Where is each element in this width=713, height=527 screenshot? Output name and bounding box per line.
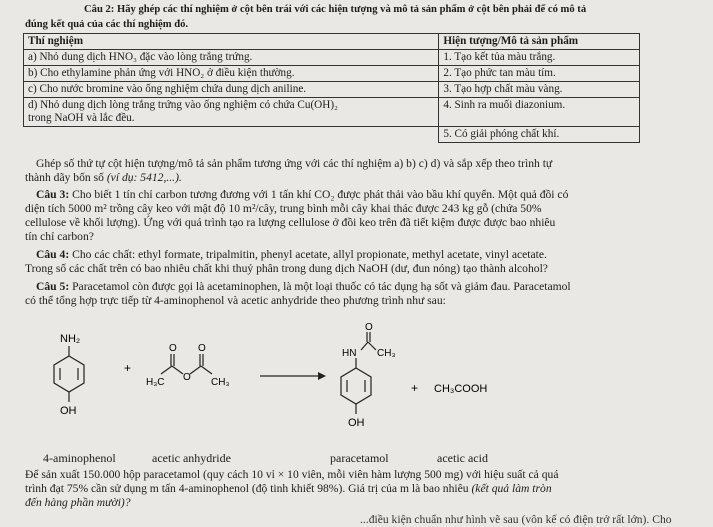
q3-line1: Câu 3: Cho biết 1 tín chỉ carbon tương đương với 1 tấn khí CO₂ được phát thải vào bầu khí quyển. Một quả đồi có xyxy=(36,188,569,201)
carbonyl-o-2: O xyxy=(198,343,206,354)
oh-label-1: OH xyxy=(60,405,77,417)
q5b-line2: trình đạt 75% cần sử dụng m tấn 4-aminophenol (độ tinh khiết 98%). Giá trị của m là bao nhiêu (kết quả làm tròn xyxy=(25,482,552,495)
experiment-a: a) Nhỏ dung dịch HNO₃ đặc vào lòng trắng trứng. xyxy=(24,50,439,66)
q3-line4: tín chỉ carbon? xyxy=(25,230,94,243)
carbonyl-o-3: O xyxy=(365,322,373,333)
header-phenomenon: Hiện tượng/Mô tả sản phẩm xyxy=(439,34,640,50)
hn-label: HN xyxy=(342,348,357,359)
q5-line2: có thể tổng hợp trực tiếp từ 4-aminophenol và acetic anhydride theo phương trình như sau: xyxy=(25,294,446,307)
experiment-b: b) Cho ethylamine phản ứng với HNO₂ ở điều kiện thường. xyxy=(24,66,439,82)
phenomenon-2: 2. Tạo phức tan màu tím. xyxy=(439,66,640,82)
phenomenon-1: 1. Tạo kết tủa màu trắng. xyxy=(439,50,640,66)
q2-intro-cont: đúng kết quả của các thí nghiệm đó. xyxy=(25,19,189,30)
q3-line2: diện tích 5000 m² trồng cây keo với mật độ 10 m²/cây, trung bình mỗi cây khai thác được 243 kg gỗ (chứa 50% xyxy=(25,202,542,215)
matching-table xyxy=(23,33,640,143)
ch3cooh-label: CH₃COOH xyxy=(434,383,488,395)
product1-caption: paracetamol xyxy=(330,451,389,465)
reaction-arrow xyxy=(260,372,326,380)
phenomenon-4: 4. Sinh ra muối diazonium. xyxy=(439,98,640,127)
q5-line1: Câu 5: Paracetamol còn được gọi là acetaminophen, là một loại thuốc có tác dụng hạ sốt và giảm đau. Paracetamol xyxy=(36,280,571,293)
q4-line1: Câu 4: Cho các chất: ethyl formate, tripalmitin, phenyl acetate, allyl propionate, methyl acetate, vinyl acetate. xyxy=(36,248,547,261)
reactant1-caption: 4-aminophenol xyxy=(43,451,116,465)
bridge-o: O xyxy=(183,372,191,383)
ch3-label-2: CH₃ xyxy=(377,348,396,359)
reaction-scheme xyxy=(0,320,713,450)
empty-cell xyxy=(24,127,439,143)
experiment-d: d) Nhỏ dung dịch lòng trắng trứng vào ống nghiệm có chứa Cu(OH)₂ trong NaOH và lắc đều. xyxy=(24,98,439,127)
q2-instruction: Ghép số thứ tự cột hiện tượng/mô tả sản phẩm tương ứng với các thí nghiệm a) b) c) d) và sắp xếp theo trình tự xyxy=(36,157,553,170)
q4-line2: Trong số các chất trên có bao nhiêu chất khi thuỷ phân trong dung dịch NaOH (dư, đun nóng) tạo thành alcohol? xyxy=(25,262,548,275)
q5b-line1: Để sản xuất 150.000 hộp paracetamol (quy cách 10 vỉ × 10 viên, mỗi viên hàm lượng 500 mg) với hiệu suất cả quá xyxy=(25,468,559,481)
cutoff-line: ...điều kiện chuẩn như hình vẽ sau (vôn kế có điện trở rất lớn). Cho xyxy=(360,513,672,526)
phenomenon-3: 3. Tạo hợp chất màu vàng. xyxy=(439,82,640,98)
h3c-label: H₃C xyxy=(146,377,165,388)
aminophenol-structure xyxy=(54,346,84,402)
phenomenon-5: 5. Có giải phóng chất khí. xyxy=(439,127,640,143)
experiment-c: c) Cho nước bromine vào ống nghiệm chứa dung dịch aniline. xyxy=(24,82,439,98)
product2-caption: acetic acid xyxy=(437,451,488,465)
q2-intro: Câu 2: Hãy ghép các thí nghiệm ở cột bên trái với các hiện tượng và mô tả sản phẩm ở cột bên phải để có mô tả xyxy=(84,4,587,15)
q3-line3: cellulose về khối lượng). Ứng với quá trình tạo ra lượng cellulose ở đồi keo trên đã tiết kiệm được được bao nhiêu xyxy=(25,216,556,229)
anhydride-structure xyxy=(161,354,212,374)
ch3-label-1: CH₃ xyxy=(211,377,230,388)
paracetamol-structure xyxy=(341,332,376,414)
carbonyl-o-1: O xyxy=(169,343,177,354)
plus-sign-1: + xyxy=(124,361,132,375)
header-experiment: Thí nghiệm xyxy=(24,34,439,50)
reactant2-caption: acetic anhydride xyxy=(152,451,231,465)
nh2-label: NH₂ xyxy=(60,333,81,345)
oh-label-2: OH xyxy=(348,417,365,429)
plus-sign-2: + xyxy=(411,381,419,395)
q2-instruction-cont: thành dãy bốn số (ví dụ: 5412,...). xyxy=(25,171,182,184)
q5b-line3: đến hàng phần mười)? xyxy=(25,496,131,509)
